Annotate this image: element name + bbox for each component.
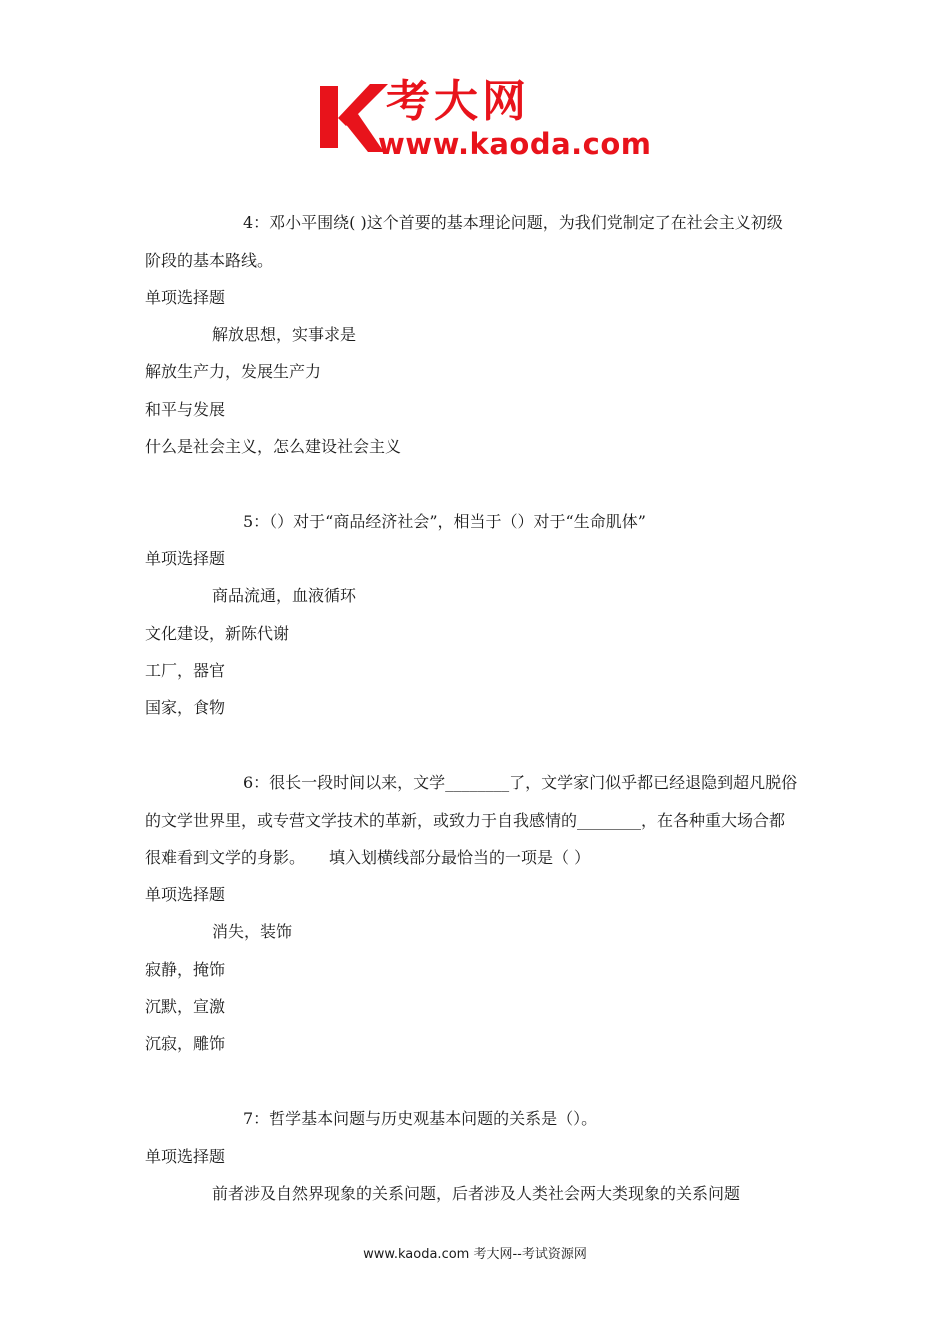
question-4-stem-line-2: 阶段的基本路线。 [145,251,274,270]
logo-url: www.kaoda.com [378,127,652,161]
question-5-type: 单项选择题 [145,549,226,568]
question-4-stem-line-1: 4：邓小平围绕( )这个首要的基本理论问题，为我们党制定了在社会主义初级 [243,213,783,232]
question-5-option-c: 工厂，器官 [145,661,226,680]
question-7-option-a: 前者涉及自然界现象的关系问题，后者涉及人类社会两大类现象的关系问题 [212,1184,741,1203]
question-6-stem-line-3: 很难看到文学的身影。 填入划横线部分最恰当的一项是（ ） [145,848,591,867]
question-4-type: 单项选择题 [145,288,226,307]
question-5-option-d: 国家，食物 [145,698,226,717]
logo-chinese-name: 考大网 [386,76,530,127]
question-6-option-d: 沉寂，雕饰 [145,1034,226,1053]
question-5-option-b: 文化建设，新陈代谢 [145,624,290,643]
question-4-option-b: 解放生产力，发展生产力 [145,362,322,381]
question-7-type: 单项选择题 [145,1147,226,1166]
question-5-stem-line-1: 5：（）对于“商品经济社会”，相当于（）对于“生命肌体” [243,512,646,531]
question-6-option-a: 消失，装饰 [212,922,293,941]
question-5-option-a: 商品流通，血液循环 [212,586,357,605]
page-footer: www.kaoda.com 考大网--考试资源网 [363,1247,587,1262]
question-6-option-b: 寂静，掩饰 [145,960,226,979]
question-6-option-c: 沉默，宣激 [145,997,226,1016]
question-6-stem-line-1: 6：很长一段时间以来，文学________了，文学家门似乎都已经退隐到超凡脱俗 [243,773,798,792]
question-6-stem-line-2: 的文学世界里，或专营文学技术的革新，或致力于自我感情的________，在各种重大场合都 [145,811,786,830]
question-6-type: 单项选择题 [145,885,226,904]
question-4-option-c: 和平与发展 [145,400,226,419]
question-7-stem-line-1: 7：哲学基本问题与历史观基本问题的关系是（）。 [243,1109,598,1128]
kaoda-logo [318,76,652,161]
question-4-option-a: 解放思想，实事求是 [212,325,357,344]
question-4-option-d: 什么是社会主义，怎么建设社会主义 [145,437,402,456]
